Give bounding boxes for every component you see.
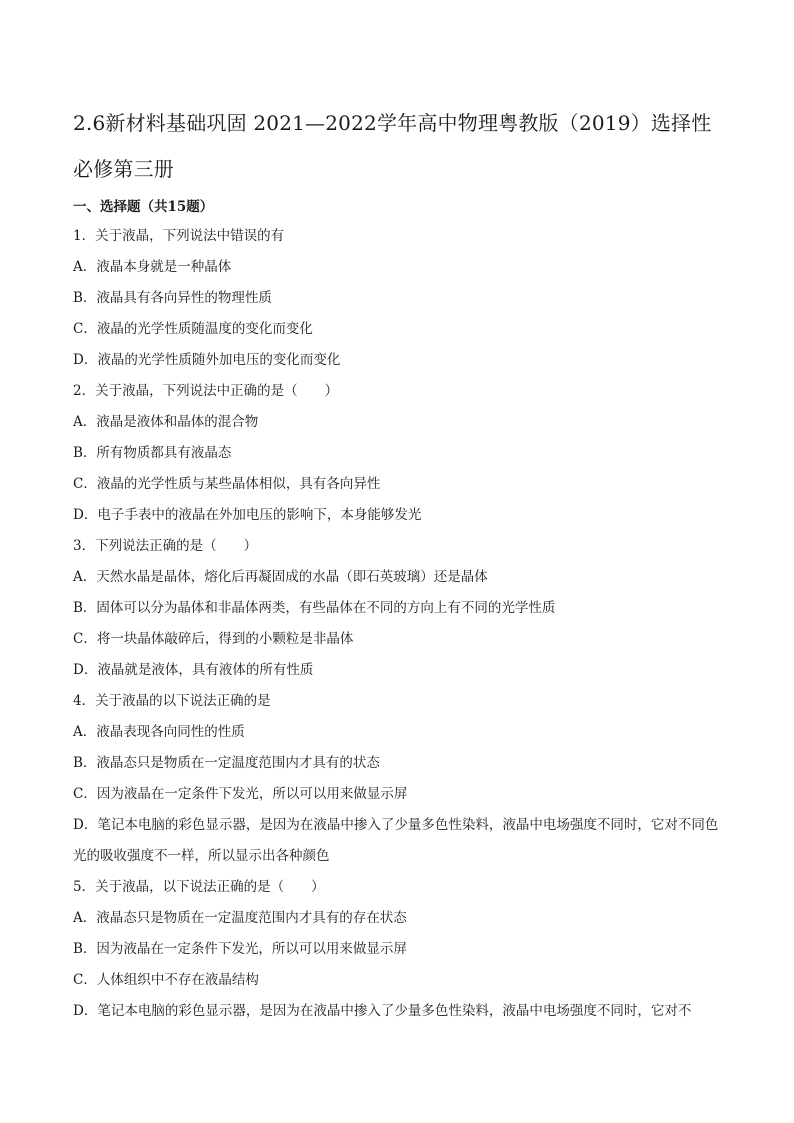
question-1 xyxy=(73,221,724,376)
option-a: A．天然水晶是晶体，熔化后再凝固成的水晶（即石英玻璃）还是晶体 xyxy=(73,569,488,585)
option-d: D．液晶的光学性质随外加电压的变化而变化 xyxy=(73,352,341,368)
question-5 xyxy=(73,872,724,1027)
option-c: C．将一块晶体敲碎后，得到的小颗粒是非晶体 xyxy=(73,631,354,647)
option-a: A．液晶本身就是一种晶体 xyxy=(73,259,232,275)
option-d: D．电子手表中的液晶在外加电压的影响下，本身能够发光 xyxy=(73,507,422,523)
option-a: A．液晶态只是物质在一定温度范围内才具有的存在状态 xyxy=(73,910,407,926)
option-d: D．液晶就是液体，具有液体的所有性质 xyxy=(73,662,314,678)
question-2 xyxy=(73,376,724,531)
question-stem: 5．关于液晶，以下说法正确的是（ ） xyxy=(73,879,325,895)
option-b: B．固体可以分为晶体和非晶体两类，有些晶体在不同的方向上有不同的光学性质 xyxy=(73,600,556,616)
section-heading: 一、选择题（共15题） xyxy=(73,199,214,215)
option-a: A．液晶是液体和晶体的混合物 xyxy=(73,414,259,430)
question-4 xyxy=(73,686,724,872)
question-stem: 2．关于液晶，下列说法中正确的是（ ） xyxy=(73,383,339,399)
question-stem: 4．关于液晶的以下说法正确的是 xyxy=(73,693,271,709)
option-d: D．笔记本电脑的彩色显示器，是因为在液晶中掺入了少量多色性染料，液晶中电场强度不同时，它对不 xyxy=(73,1003,692,1019)
option-a: A．液晶表现各向同性的性质 xyxy=(73,724,245,740)
option-c: C．液晶的光学性质与某些晶体相似，具有各向异性 xyxy=(73,476,381,492)
option-d: D．笔记本电脑的彩色显示器，是因为在液晶中掺入了少量多色性染料，液晶中电场强度不同时，它对不同色光的吸收强度不一样，所以显示出各种颜色 xyxy=(73,817,719,864)
option-c: C．人体组织中不存在液晶结构 xyxy=(73,972,259,988)
document-title: 2.6新材料基础巩固 2021—2022学年高中物理粤教版（2019）选择性必修第三册 xyxy=(73,111,712,181)
option-c: C．液晶的光学性质随温度的变化而变化 xyxy=(73,321,313,337)
option-b: B．液晶具有各向异性的物理性质 xyxy=(73,290,272,306)
question-stem: 1．关于液晶，下列说法中错误的有 xyxy=(73,228,285,244)
option-c: C．因为液晶在一定条件下发光，所以可以用来做显示屏 xyxy=(73,786,408,802)
question-stem: 3．下列说法正确的是（ ） xyxy=(73,538,258,554)
option-b: B．因为液晶在一定条件下发光，所以可以用来做显示屏 xyxy=(73,941,407,957)
option-b: B．所有物质都具有液晶态 xyxy=(73,445,232,461)
option-b: B．液晶态只是物质在一定温度范围内才具有的状态 xyxy=(73,755,380,771)
question-3 xyxy=(73,531,724,686)
